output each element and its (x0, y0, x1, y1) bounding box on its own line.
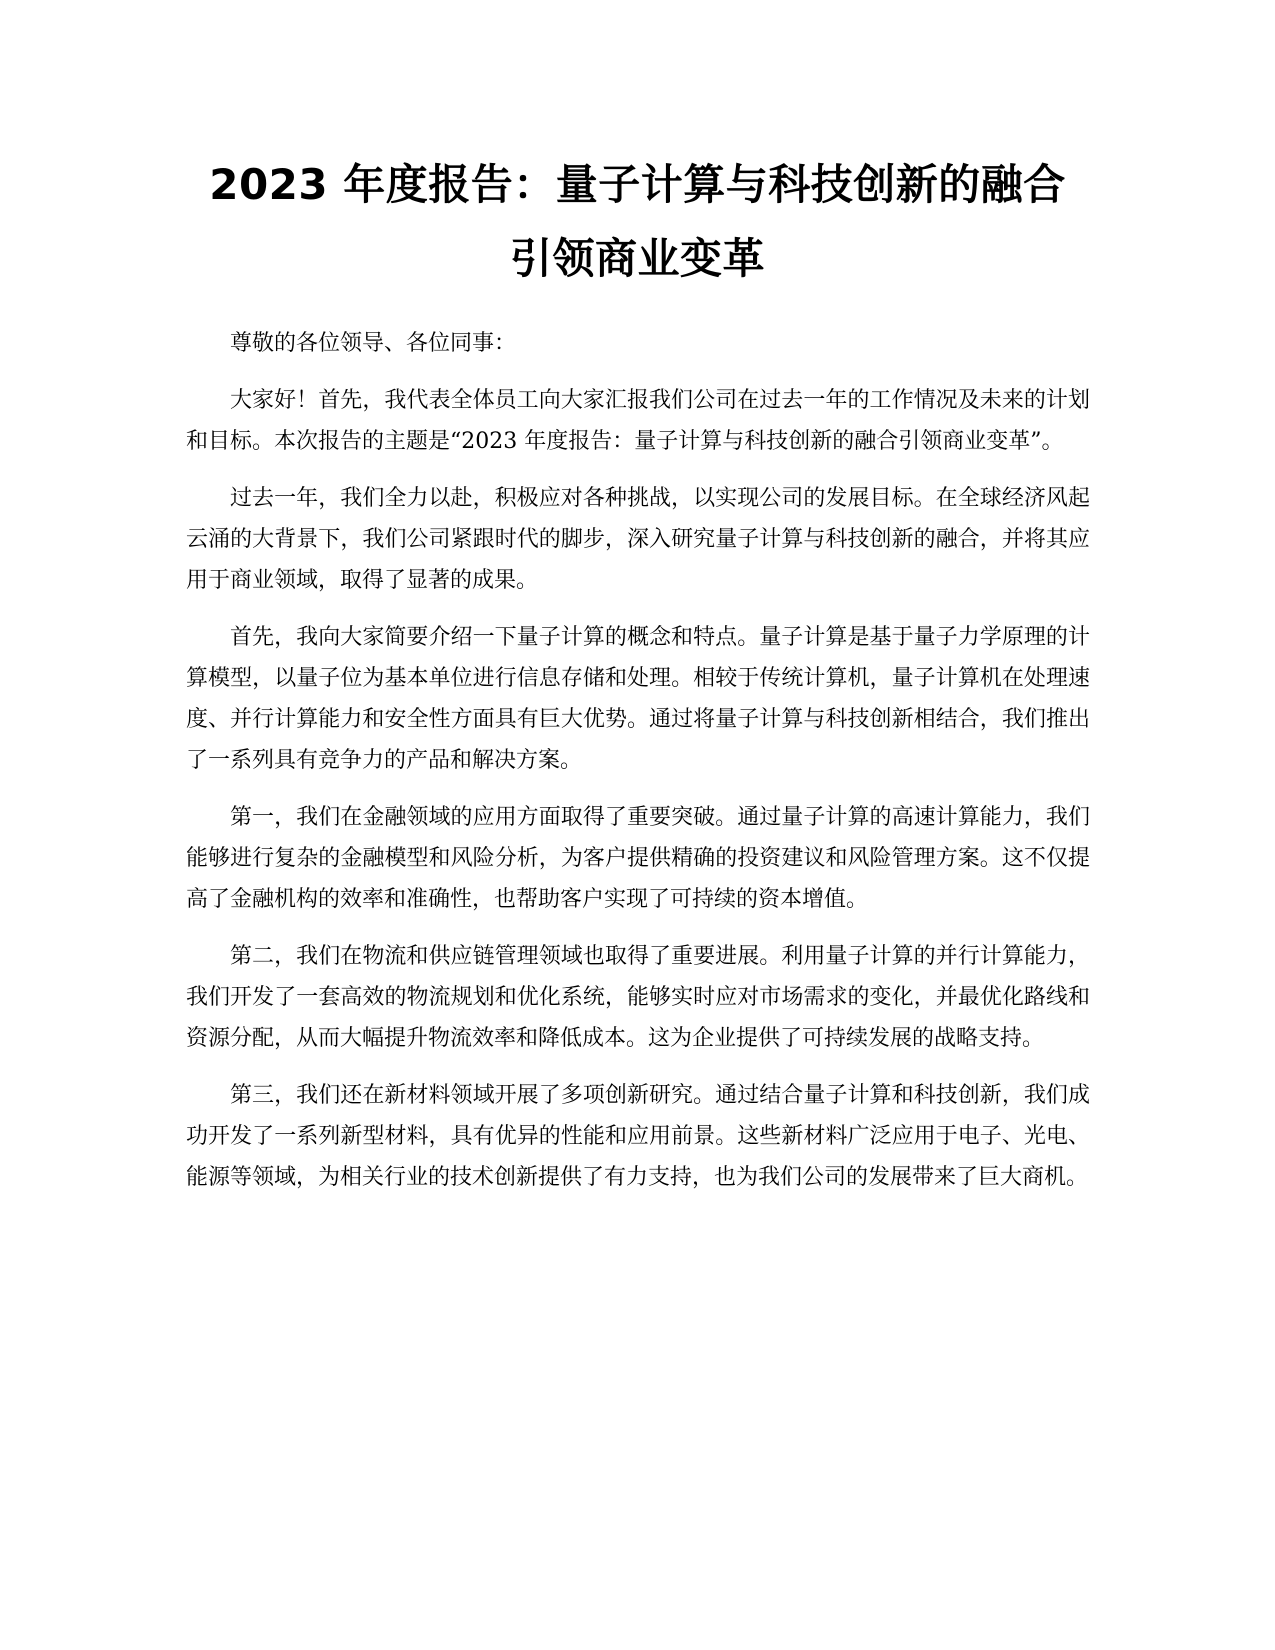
document-body (186, 323, 1090, 1214)
paragraph-logistics: 第二，我们在物流和供应链管理领域也取得了重要进展。利用量子计算的并行计算能力，我们开发了一套高效的物流规划和优化系统，能够实时应对市场需求的变化，并最优化路线和资源分配，从而大幅提升物流效率和降低成本。这为企业提供了可持续发展的战略支持。 (186, 944, 1090, 1051)
salutation: 尊敬的各位领导、各位同事： (230, 331, 517, 356)
title-line-2: 引领商业变革 (509, 234, 765, 283)
paragraph-intro: 大家好！首先，我代表全体员工向大家汇报我们公司在过去一年的工作情况及未来的计划和目标。本次报告的主题是“2023 年度报告：量子计算与科技创新的融合引领商业变革”。 (186, 388, 1090, 454)
paragraph-past-year: 过去一年，我们全力以赴，积极应对各种挑战，以实现公司的发展目标。在全球经济风起云涌的大背景下，我们公司紧跟时代的脚步，深入研究量子计算与科技创新的融合，并将其应用于商业领域，取得了显著的成果。 (186, 486, 1090, 593)
title-line-1: 2023 年度报告：量子计算与科技创新的融合 (209, 160, 1066, 209)
page-title (180, 148, 1095, 296)
paragraph-materials: 第三，我们还在新材料领域开展了多项创新研究。通过结合量子计算和科技创新，我们成功开发了一系列新型材料，具有优异的性能和应用前景。这些新材料广泛应用于电子、光电、能源等领域，为相关行业的技术创新提供了有力支持，也为我们公司的发展带来了巨大商机。 (186, 1083, 1090, 1190)
paragraph-quantum-concept: 首先，我向大家简要介绍一下量子计算的概念和特点。量子计算是基于量子力学原理的计算模型，以量子位为基本单位进行信息存储和处理。相较于传统计算机，量子计算机在处理速度、并行计算能力和安全性方面具有巨大优势。通过将量子计算与科技创新相结合，我们推出了一系列具有竞争力的产品和解决方案。 (186, 625, 1090, 773)
paragraph-finance: 第一，我们在金融领域的应用方面取得了重要突破。通过量子计算的高速计算能力，我们能够进行复杂的金融模型和风险分析，为客户提供精确的投资建议和风险管理方案。这不仅提高了金融机构的效率和准确性，也帮助客户实现了可持续的资本增值。 (186, 805, 1090, 912)
